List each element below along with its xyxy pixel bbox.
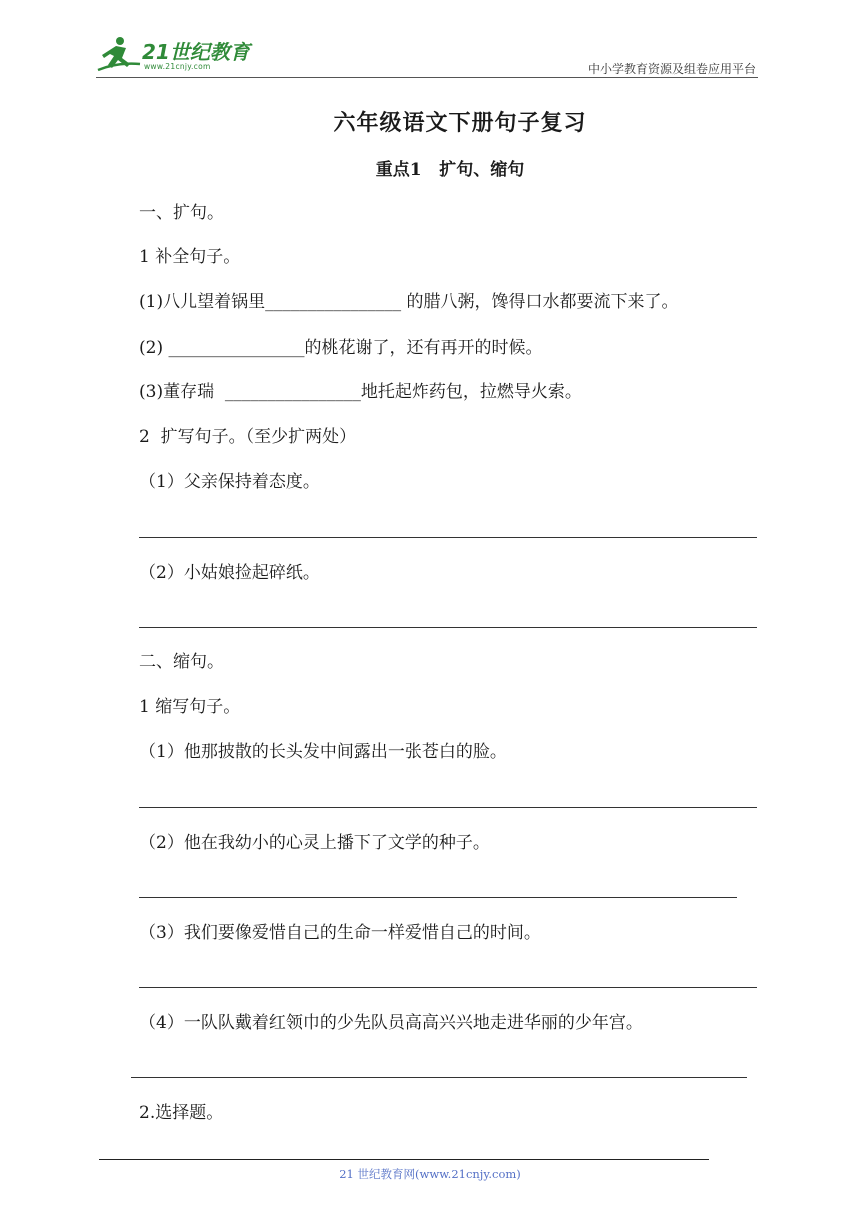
page-subtitle: 重点1 扩句、缩句 [375, 160, 525, 180]
s1-q1-heading: 1 补全句子。 [139, 247, 241, 267]
header-divider [96, 77, 758, 78]
footer-divider [99, 1159, 709, 1160]
s2-q1-heading: 1 缩写句子。 [139, 697, 241, 717]
s2-q1-item-3: （3）我们要像爱惜自己的生命一样爱惜自己的时间。 [139, 923, 541, 943]
header-tagline: 中小学教育资源及组卷应用平台 [587, 62, 756, 76]
footer-text: 21 世纪教育网(www.21cnjy.com) [339, 1167, 521, 1181]
section-1-heading: 一、扩句。 [139, 203, 224, 223]
s1-q1-item-1: (1)八儿望着锅里________________ 的腊八粥，馋得口水都要流下来了。 [139, 292, 679, 312]
s1-q2-heading: 2 扩写句子。（至少扩两处） [139, 427, 357, 447]
logo-text: 21世纪教育 [142, 40, 250, 64]
logo [96, 34, 266, 78]
s1-q1-item-2: (2) ________________的桃花谢了，还有再开的时候。 [139, 338, 543, 358]
answer-line [131, 1077, 747, 1078]
answer-line [139, 627, 757, 628]
page-header [0, 0, 860, 80]
runner-logo-icon [96, 34, 142, 76]
s2-q1-item-4: （4）一队队戴着红领巾的少先队员高高兴兴地走进华丽的少年宫。 [139, 1013, 643, 1033]
s1-q1-item-3: (3)董存瑞 ________________地托起炸药包，拉燃导火索。 [139, 382, 582, 402]
answer-line [139, 897, 737, 898]
answer-line [139, 537, 757, 538]
logo-url: www.21cnjy.com [144, 62, 211, 71]
s1-q2-item-2: （2）小姑娘捡起碎纸。 [139, 563, 320, 583]
page-title: 六年级语文下册句子复习 [333, 110, 587, 136]
answer-line [139, 987, 757, 988]
s2-q2-heading: 2.选择题。 [139, 1103, 224, 1123]
s1-q2-item-1: （1）父亲保持着态度。 [139, 472, 320, 492]
s2-q1-item-1: （1）他那披散的长头发中间露出一张苍白的脸。 [139, 742, 507, 762]
answer-line [139, 807, 757, 808]
s2-q1-item-2: （2）他在我幼小的心灵上播下了文学的种子。 [139, 833, 490, 853]
section-2-heading: 二、缩句。 [139, 652, 224, 672]
